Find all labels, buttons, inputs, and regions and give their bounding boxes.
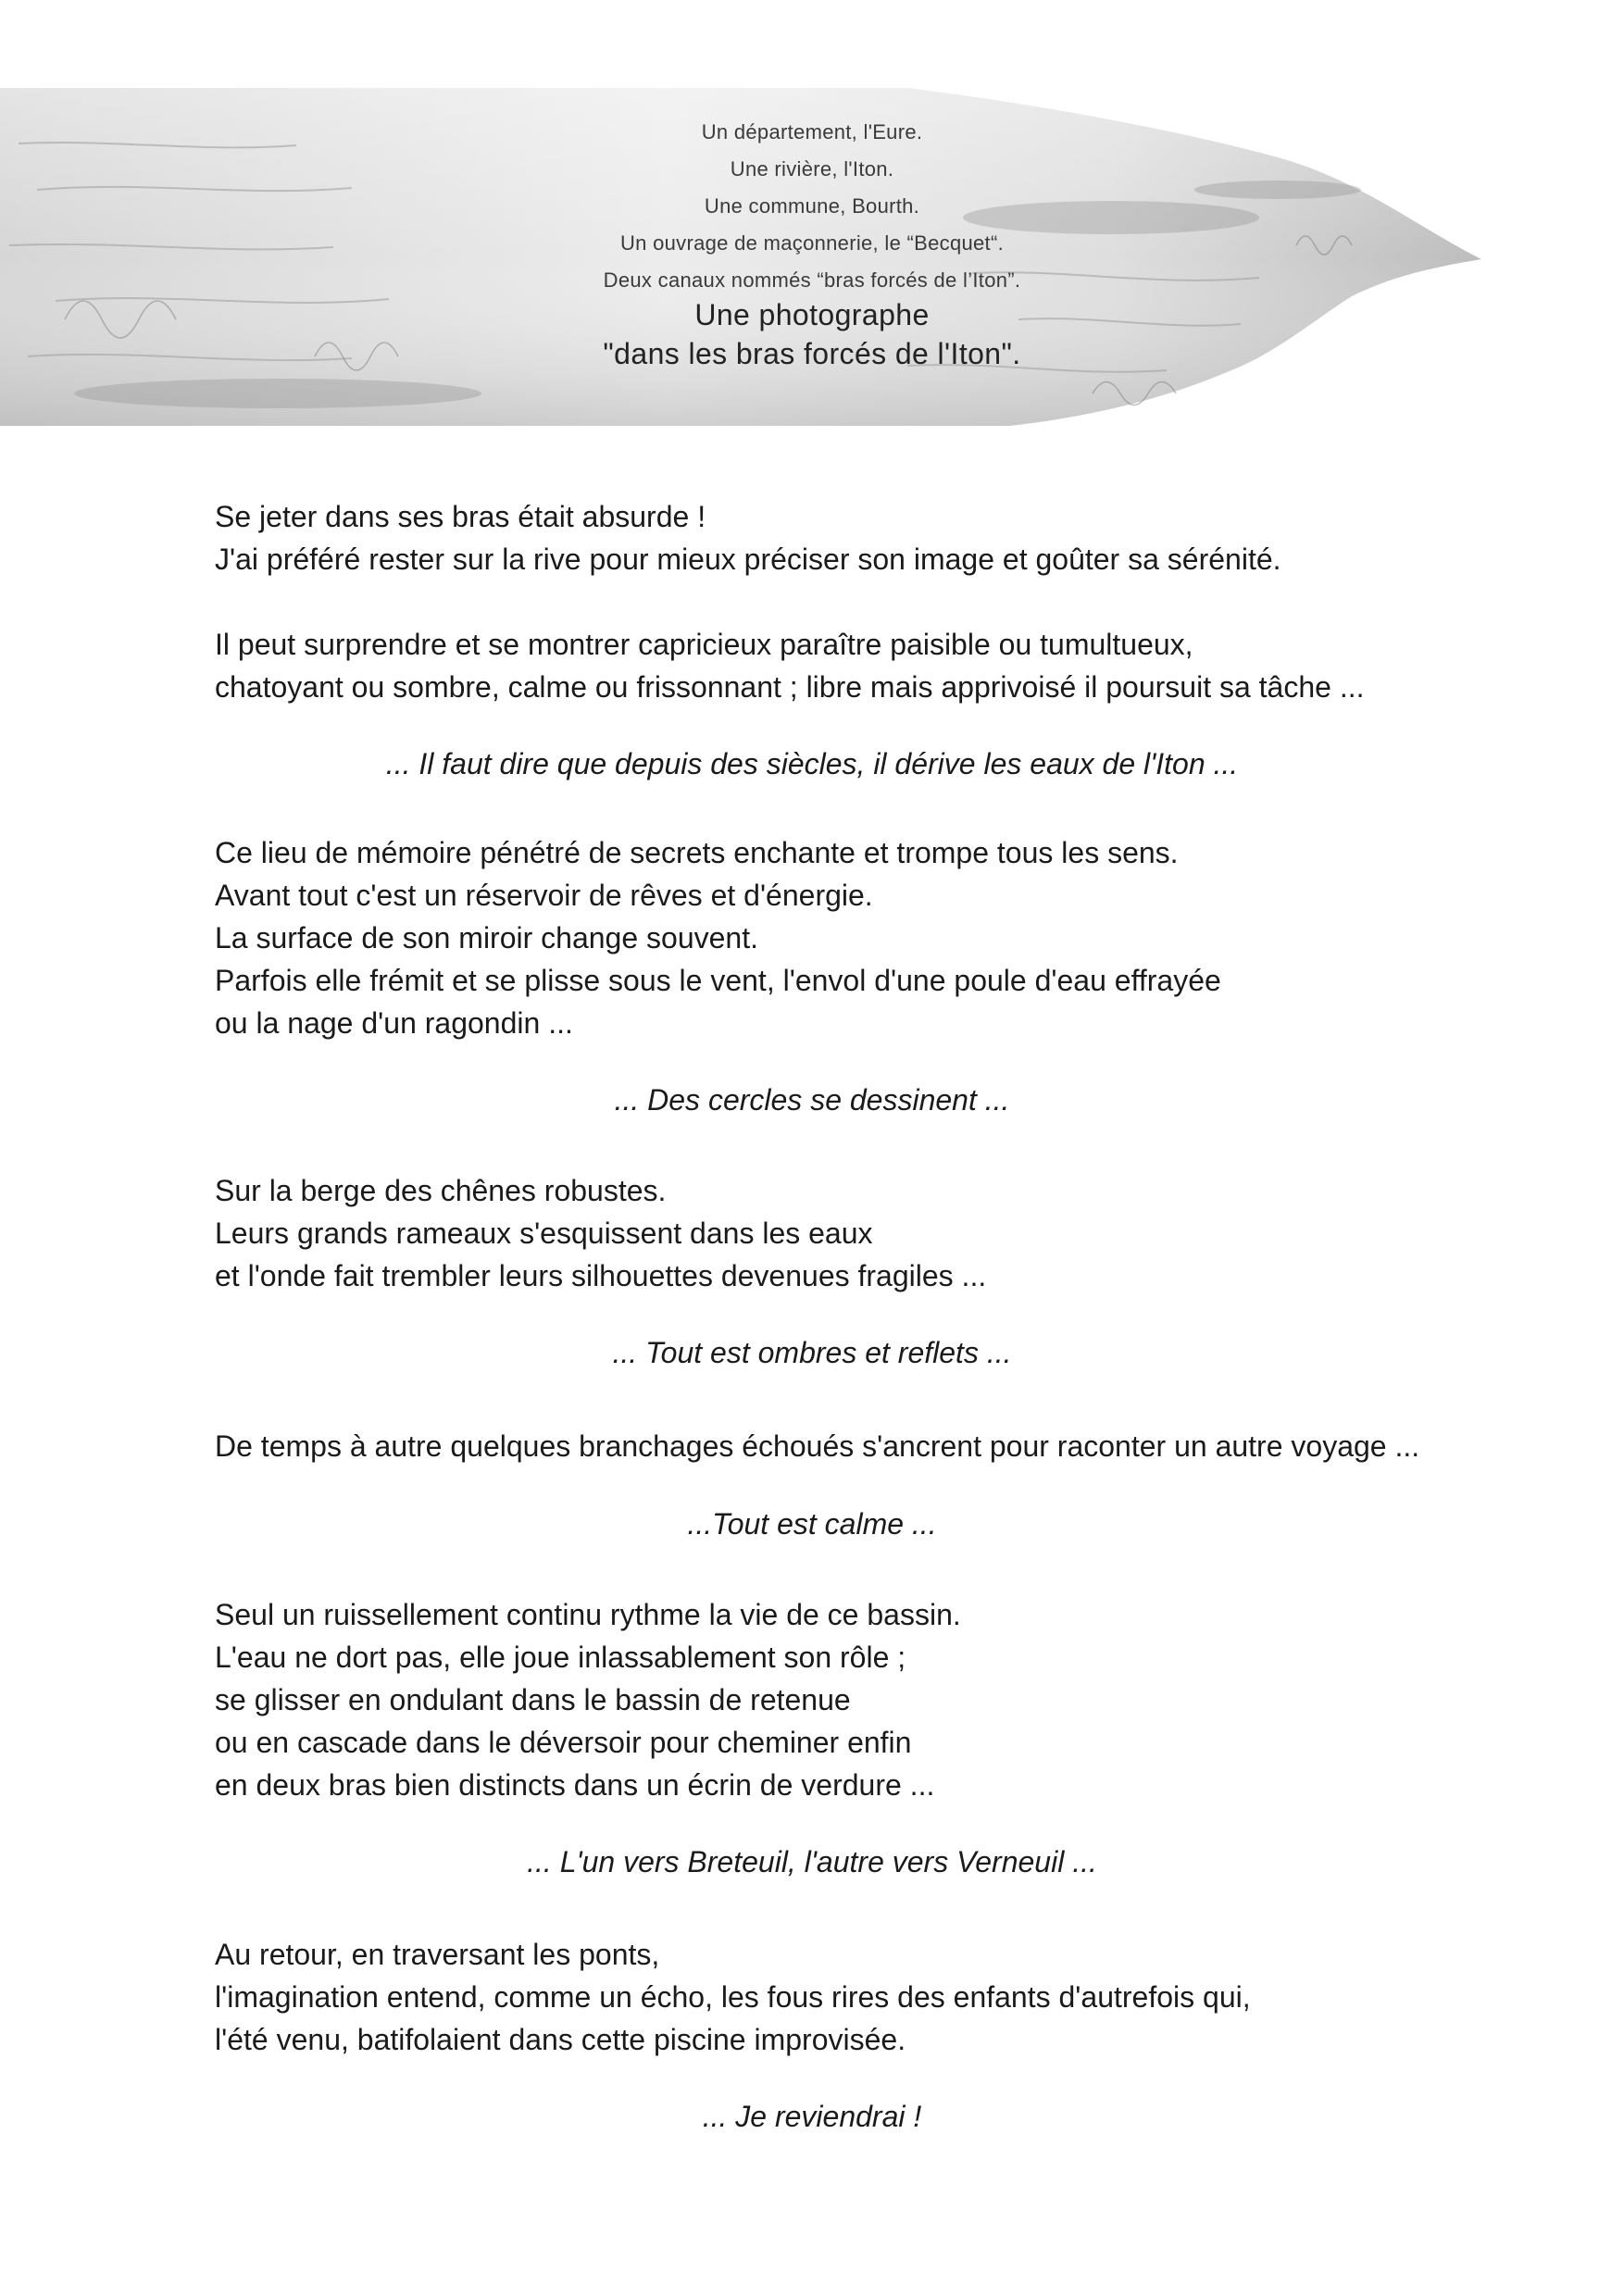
refrain-6: ... Je reviendrai !	[702, 2100, 922, 2133]
header-banner	[0, 88, 1624, 430]
paragraph-6-line-2: L'eau ne dort pas, elle joue inlassablement son rôle ;	[215, 1641, 906, 1674]
header-line-commune: Une commune, Bourth.	[704, 194, 920, 218]
header-title-line-1: Une photographe	[694, 298, 930, 331]
paragraph-3-line-3: La surface de son miroir change souvent.	[215, 921, 758, 955]
header-title-line-2: "dans les bras forcés de l'Iton".	[603, 337, 1021, 370]
paragraph-3-line-5: ou la nage d'un ragondin ...	[215, 1006, 573, 1040]
header-line-structure: Un ouvrage de maçonnerie, le “Becquet“.	[619, 231, 1005, 255]
paragraph-6-line-5: en deux bras bien distincts dans un écrin de verdure ...	[215, 1768, 935, 1802]
paragraph-3-line-4: Parfois elle frémit et se plisse sous le vent, l'envol d'une poule d'eau effrayée	[215, 964, 1221, 997]
paragraph-4-line-1: Sur la berge des chênes robustes.	[215, 1174, 667, 1207]
paragraph-3-line-2: Avant tout c'est un réservoir de rêves et d'énergie.	[215, 879, 873, 912]
paragraph-1-line-1: Se jeter dans ses bras était absurde !	[215, 500, 706, 533]
paragraph-3-line-1: Ce lieu de mémoire pénétré de secrets enchante et trompe tous les sens.	[215, 836, 1179, 869]
paragraph-2-line-1: Il peut surprendre et se montrer capricieux paraître paisible ou tumultueux,	[215, 628, 1193, 661]
paragraph-6-line-4: ou en cascade dans le déversoir pour cheminer enfin	[215, 1726, 912, 1759]
refrain-3: ... Tout est ombres et reflets ...	[612, 1336, 1012, 1369]
paragraph-2-line-2: chatoyant ou sombre, calme ou frissonnant ; libre mais apprivoisé il poursuit sa tâche ...	[215, 670, 1365, 704]
refrain-5: ... L'un vers Breteuil, l'autre vers Verneuil ...	[527, 1845, 1097, 1878]
paragraph-7-line-1: Au retour, en traversant les ponts,	[215, 1938, 660, 1971]
refrain-1: ... Il faut dire que depuis des siècles, il dérive les eaux de l'Iton ...	[385, 747, 1239, 780]
paragraph-5-line-1: De temps à autre quelques branchages échoués s'ancrent pour raconter un autre voyage ...	[215, 1429, 1420, 1463]
header-line-river: Une rivière, l'Iton.	[730, 157, 894, 181]
header-line-canals: Deux canaux nommés “bras forcés de l’Iton”.	[603, 268, 1021, 292]
paragraph-1-line-2: J'ai préféré rester sur la rive pour mieux préciser son image et goûter sa sérénité.	[215, 543, 1281, 576]
paragraph-7-line-3: l'été venu, batifolaient dans cette piscine improvisée.	[215, 2023, 906, 2056]
paragraph-4-line-2: Leurs grands rameaux s'esquissent dans les eaux	[215, 1217, 873, 1250]
paragraph-7-line-2: l'imagination entend, comme un écho, les fous rires des enfants d'autrefois qui,	[215, 1980, 1251, 2014]
paragraph-6-line-1: Seul un ruissellement continu rythme la vie de ce bassin.	[215, 1598, 961, 1631]
refrain-2: ... Des cercles se dessinent ...	[614, 1083, 1010, 1117]
header-line-department: Un département, l'Eure.	[701, 120, 923, 144]
refrain-4: ...Tout est calme ...	[687, 1507, 937, 1541]
paragraph-6-line-3: se glisser en ondulant dans le bassin de retenue	[215, 1683, 851, 1716]
paragraph-4-line-3: et l'onde fait trembler leurs silhouettes devenues fragiles ...	[215, 1259, 987, 1292]
